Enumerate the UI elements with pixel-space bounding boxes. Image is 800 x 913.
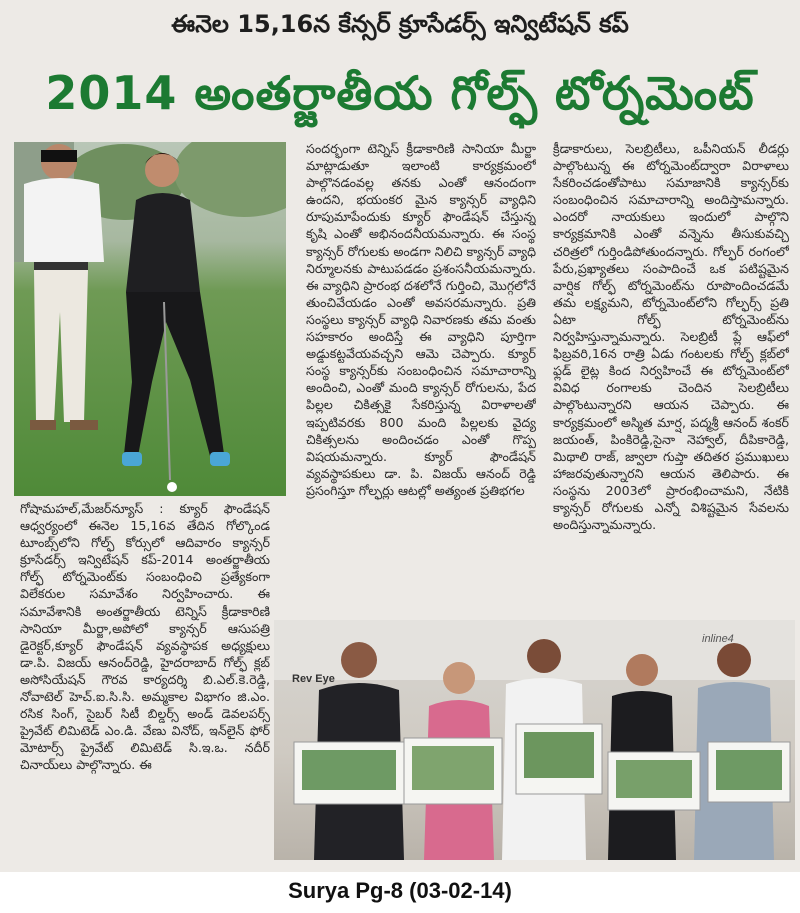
article-column-left: గోషామహల్,మేజర్‌న్యూస్ : క్యూర్ ఫౌండేషన్ ఆధ్వర్యంలో ఈనెల 15,16వ తేదిన గోల్కొండ టూంబ్స్‌లోని గోల్ఫ్ కోర్సులో ఆదివారం క్యాన్సర్ క్రూసేడర్స్ ఇన్విటేషన్ కప్-2014 అంతర్జాతీయ గోల్ఫ్ టోర్నమెంట్‌కు సంబంధించి ప్రత్యేకంగా విలేకరుల సమావేశం నిర్వహించారు. ఈ సమావేశానికి అంతర్జాతీయ టెన్నిస్ క్రీడాకారిణి సానియా మీర్జా,అపోలో క్యాన్సర్ ఆసుపత్రి డైరెక్టర్,క్యూర్ ఫౌండేషన్ వ్యవస్థాపక అధ్యక్షులు డా.పి. విజయ్ ఆనంద్‌రెడ్డి, హైదరాబాద్ గోల్ఫ్ క్లబ్ అసోసియేషన్ గౌరవ కార్యదర్శి బి.ఎల్.కె.రెడ్డి, నోవాటెల్ హెచ్.ఐ.సి.సి. అమ్మకాల విభాగం జి.ఎం. రసిక సింగ్, సైబర్ సిటీ బిల్డర్స్ అండ్ డెవలపర్స్ ప్రైవేట్ లిమిటెడ్ ఎం.డి. వేణు వినోద్, ఇన్‌లైన్ ఫోర్ మోటార్స్ ప్రైవేట్ లిమిటెడ్ సి.ఇ.ఒ. నదీర్ చినాయ్‌లు పాల్గొన్నారు. ఈ bbox=[20, 501, 270, 773]
source-caption: Surya Pg-8 (03-02-14) bbox=[288, 878, 512, 903]
article-headline: 2014 అంతర్జాతీయ గోల్ఫ్ టోర్నమెంట్ bbox=[45, 66, 755, 120]
article-column-right: క్రీడాకారులు, సెలబ్రిటీలు, ఒపీనియన్ లీడర్లు పాల్గొంటున్న ఈ టోర్నమెంట్‌ద్వారా విరాళాలు సేకరించడంతోపాటు సమాజానికి క్యాన్సర్‌కు సంబంధించిన సమాచారాన్ని అందిస్తామన్నారు. ఎందరో నాయకులు ఇందులో పాల్గొని కార్యక్రమానికి ఎంతో వన్నెను తీసుకువచ్చి చరిత్రలో గుర్తిండిపోతుందన్నారు. గోల్ఫర్ రంగంలో పేరు,ప్రఖ్యాతలు సంపాదించే ఒక పటిష్టమైన వార్షిక గోల్ఫ్ టోర్నమెంట్‌ను రూపొందించడమే తమ లక్ష్యమని, టోర్నమెంట్‌లోని గోల్ఫర్స్ ప్రతి ఏటా గోల్ఫ్ టోర్నమెంట్‌ను నిర్వహిస్తున్నామన్నారు. సెలబ్రిటీ ప్లే ఆఫ్‌లో ఫిబ్రవరి,16న రాత్రి ఏడు గంటలకు గోల్ఫ్ క్లబ్‌లో ఫ్లడ్ లైట్ల కింద నిర్వహించే ఈ టోర్నమెంట్‌లో వివిధ రంగాలకు చెందిన సెలబ్రిటీలు పాల్గొంటున్నారని ఆయన చెప్పారు. ఈ కార్యక్రమంలో అస్మిత మార్ష, పద్మశ్రీ ఆనంద్ శంకర్ జయంత్, పింకిరెడ్డి,సైనా నెహ్వాల్, దీపికారెడ్డి, మిథాలి రాజ్, జ్వాలా గుప్తా తదితర ప్రముఖులు హాజరవుతున్నారని ఆయన తెలిపారు. ఈ సంస్థను 2003లో ప్రారంభించామని, నేటికి క్యాన్సర్ రోగులకు ఎన్నో విశిష్టమైన సేవలను అందిస్తున్నామన్నారు. bbox=[553, 141, 789, 533]
golf-player-photo bbox=[14, 142, 286, 496]
article-column-middle: సందర్భంగా టెన్నిస్ క్రీడాకారిణి సానియా మీర్జా మాట్లాడుతూ ఇలాంటి కార్యక్రమంలో పాల్గొనడంవల్ల తనకు ఎంతో ఆనందంగా ఉందని, భయంకర మైన క్యాన్సర్ వ్యాధిని రూపుమాపేందుకు క్యూర్ ఫౌండేషన్ చేస్తున్న కృషి ఎంతో అభినందనీయమన్నారు. ఈ సంస్థ క్యాన్సర్ రోగులకు అండగా నిలిచి క్యాన్సర్ వ్యాధి నిర్మూలనకు పాటుపడడం ప్రశంసనీయమన్నారు. ఈ వ్యాధిని ప్రారంభ దశలోనే గుర్తించి, మొగ్గలోనే తుంచివేయడం ఎంతో అవసరమన్నారు. ప్రతి సంస్థలు క్యాన్సర్ వ్యాధి నివారణకు తమ వంతు సహకారం అందిస్తే ఈ వ్యాధిని పూర్తిగా అడ్డుకట్టవేయవచ్చని ఆమె చెప్పారు. క్యూర్ సంస్థ క్యాన్సర్‌కు సంబంధించిన సమాచారాన్ని అందించి, ఎంతో మంది క్యాన్సర్ రోగులను, పేద పిల్లల చికిత్సకై సేకరిస్తున్న విరాళాలతో ఇప్పటివరకు 800 మంది పిల్లలకు వైద్య చికిత్సలను అందించడం ఎంతో గొప్ప విషయమన్నారు. క్యూర్ ఫౌండేషన్ వ్యవస్థాపకులు డా. పి. విజయ్ ఆనంద్ రెడ్డి ప్రసంగిస్తూ గోల్ఫర్లు ఆటల్లో అత్యంత ప్రతిభగల bbox=[306, 141, 536, 498]
article-kicker: ఈనెల 15,16న కేన్సర్ క్రూసేడర్స్ ఇన్విటేషన్ కప్ bbox=[171, 10, 629, 38]
golf-player-illustration bbox=[14, 142, 286, 496]
press-meet-photo bbox=[274, 620, 795, 860]
press-meet-illustration bbox=[274, 620, 795, 860]
backdrop-logo-2: inline4 bbox=[702, 633, 734, 645]
backdrop-logo-1: Rev Eye bbox=[292, 673, 335, 685]
